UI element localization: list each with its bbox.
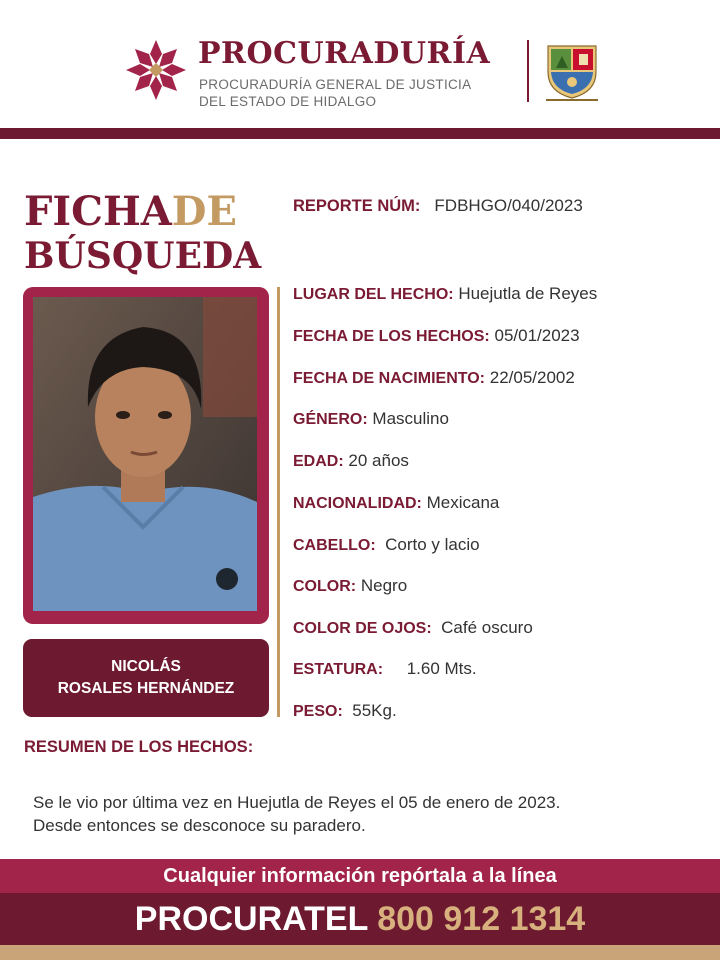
procuratel-banner: PROCURATEL 800 912 1314 xyxy=(0,893,720,945)
field-fecha-hechos: FECHA DE LOS HECHOS: 05/01/2023 xyxy=(293,326,580,345)
gold-divider xyxy=(277,287,280,717)
report-number: REPORTE NÚM: FDBHGO/040/2023 xyxy=(293,196,583,215)
field-estatura: ESTATURA: 1.60 Mts. xyxy=(293,659,477,678)
photo-frame xyxy=(23,287,269,624)
field-genero: GÉNERO: Masculino xyxy=(293,409,449,428)
field-fecha-nacimiento: FECHA DE NACIMIENTO: 22/05/2002 xyxy=(293,368,575,387)
field-lugar: LUGAR DEL HECHO: Huejutla de Reyes xyxy=(293,284,598,303)
brand-title: PROCURADURÍA xyxy=(198,36,491,71)
info-banner: Cualquier información repórtala a la línea xyxy=(0,859,720,893)
field-peso: PESO: 55Kg. xyxy=(293,701,397,720)
field-cabello: CABELLO: Corto y lacio xyxy=(293,535,480,554)
field-edad: EDAD: 20 años xyxy=(293,451,409,470)
brand-divider xyxy=(527,40,529,102)
state-seal-icon xyxy=(542,38,602,104)
summary-title: RESUMEN DE LOS HECHOS: xyxy=(24,738,254,756)
field-color-ojos: COLOR DE OJOS: Café oscuro xyxy=(293,618,533,637)
header xyxy=(0,0,720,128)
summary-text: Se le vio por última vez en Huejutla de Reyes el 05 de enero de 2023. Desde entonces se desconoce su paradero. xyxy=(33,793,561,835)
person-photo xyxy=(33,297,257,611)
brand-subtitle: PROCURADURÍA GENERAL DE JUSTICIA DEL ESTADO DE HIDALGO xyxy=(199,77,472,109)
field-nacionalidad: NACIONALIDAD: Mexicana xyxy=(293,493,500,512)
field-color: COLOR: Negro xyxy=(293,576,408,595)
top-band xyxy=(0,128,720,139)
person-name: NICOLÁS ROSALES HERNÁNDEZ xyxy=(23,639,269,717)
star-logo-icon xyxy=(124,38,188,102)
page-title: FICHADE BÚSQUEDA xyxy=(24,188,262,277)
phone-number: 800 912 1314 xyxy=(377,900,586,938)
bottom-band xyxy=(0,945,720,960)
